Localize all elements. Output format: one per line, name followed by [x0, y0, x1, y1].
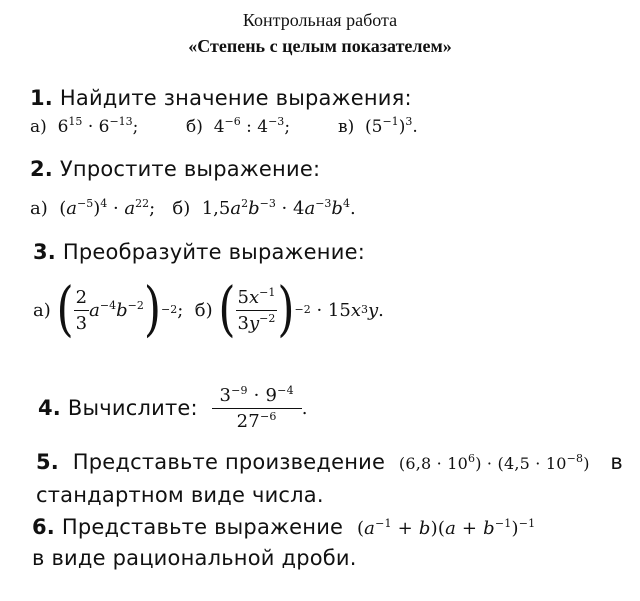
math-expression: $6^{15} \cdot 6^{-13}$; [57, 115, 139, 137]
worksheet-topic: «Степень с целым показателем» [188, 36, 452, 56]
item-label: а) [30, 117, 47, 137]
task-6-line-2 [32, 546, 357, 570]
task-text: Вычислите: [67, 396, 198, 420]
task-2-items [30, 198, 356, 219]
task-1-heading [30, 86, 412, 110]
worksheet-title: Контрольная работа [242, 10, 398, 30]
item-label: б) [194, 299, 213, 321]
task-1-item-c [338, 117, 418, 137]
item-label: а) [33, 299, 51, 321]
math-expression: $\frac{3^{-9} \cdot 9^{-4}}{27^{-6}}$ . [213, 383, 308, 432]
task-text: в виде рациональной дроби. [32, 546, 357, 570]
math-expression: ( $\frac{5x^{-1}}{3y^{-2}}$ ) −2 · 15 x 3 y . [218, 274, 384, 344]
task-text: стандартном виде числа. [36, 483, 324, 507]
item-label: а) [30, 198, 48, 219]
task-2-heading [30, 157, 320, 181]
task-number: 6. [32, 515, 55, 539]
task-5-line-1 [36, 450, 623, 474]
task-text-tail: в [610, 450, 623, 474]
task-6-line-1 [32, 515, 535, 539]
task-number: 5. [36, 450, 59, 474]
math-expression: $(a^{-1} + b)(a + b^{-1})^{-1}$ [356, 517, 536, 539]
math-expression: $1,5a^2b^{-3} \cdot 4a^{-3}b^4$. [201, 197, 356, 219]
math-expression: $(5^{-1})^3$. [365, 115, 418, 137]
item-label: в) [338, 117, 355, 137]
task-number: 2. [30, 157, 53, 181]
task-number: 4. [38, 396, 61, 420]
task-5-line-2 [36, 483, 324, 507]
math-expression: ( $\frac{2}{3}$ $a^{-4}b^{-2}$ ) −2 ; [56, 274, 184, 344]
item-label: б) [172, 198, 191, 219]
math-expression: $(6,8 \cdot 10^6) \cdot (4,5 \cdot 10^{-8})$ [398, 452, 590, 473]
task-text: Представьте произведение [72, 450, 386, 474]
task-3-items [33, 274, 384, 344]
task-3-heading [33, 240, 365, 264]
task-number: 3. [33, 240, 56, 264]
task-1-item-a [30, 117, 138, 137]
math-expression: $4^{-6}$ : $4^{-3}$; [213, 115, 291, 137]
task-text: Преобразуйте выражение: [62, 240, 365, 264]
item-label: б) [186, 117, 203, 137]
math-expression: $(a^{-5})^4 \cdot a^{22}$; [59, 197, 156, 219]
task-number: 1. [30, 86, 53, 110]
task-text: Найдите значение выражения: [59, 86, 412, 110]
task-text: Представьте выражение [61, 515, 344, 539]
task-4 [38, 380, 308, 436]
task-1-item-b [186, 117, 290, 137]
task-text: Упростите выражение: [59, 157, 321, 181]
